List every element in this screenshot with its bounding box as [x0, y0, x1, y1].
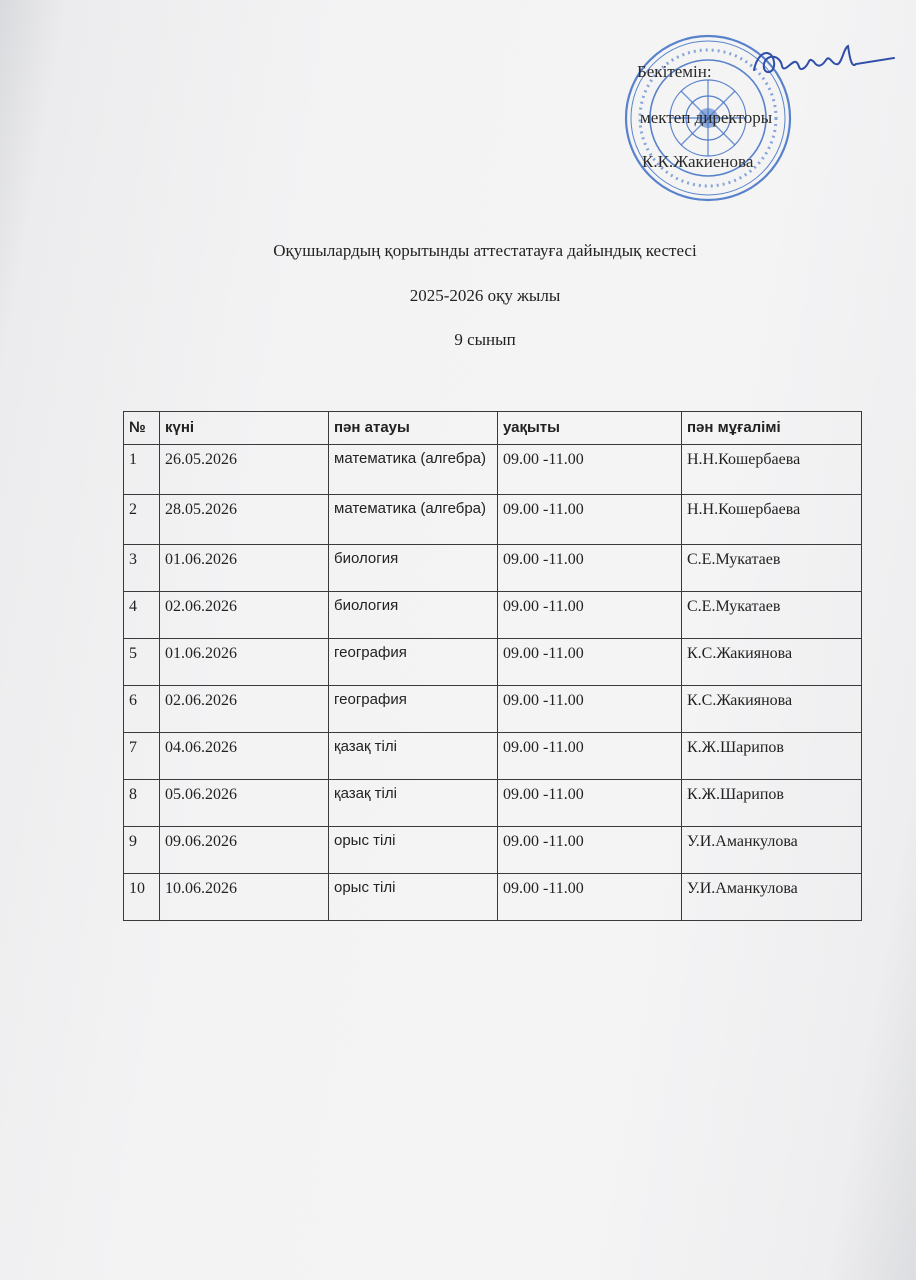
row-date: 10.06.2026 — [160, 874, 329, 921]
row-teacher: К.Ж.Шарипов — [682, 733, 862, 780]
row-date: 26.05.2026 — [160, 445, 329, 495]
row-number: 1 — [124, 445, 160, 495]
row-teacher: Н.Н.Кошербаева — [682, 445, 862, 495]
row-time: 09.00 -11.00 — [498, 639, 682, 686]
row-teacher: У.И.Аманкулова — [682, 874, 862, 921]
row-time: 09.00 -11.00 — [498, 874, 682, 921]
grade-label: 9 сынып — [454, 330, 516, 349]
approval-position: мектеп директоры — [640, 108, 773, 127]
row-number: 2 — [124, 495, 160, 545]
row-date: 02.06.2026 — [160, 592, 329, 639]
row-date: 01.06.2026 — [160, 545, 329, 592]
row-teacher: У.И.Аманкулова — [682, 827, 862, 874]
academic-year: 2025-2026 оқу жылы — [409, 286, 561, 305]
approval-name: К.К.Жакиенова — [642, 152, 754, 171]
row-time: 09.00 -11.00 — [498, 592, 682, 639]
row-number: 10 — [124, 874, 160, 921]
column-header-number: № — [124, 412, 160, 445]
row-time: 09.00 -11.00 — [498, 827, 682, 874]
row-date: 01.06.2026 — [160, 639, 329, 686]
table-row — [124, 874, 862, 921]
table-row — [124, 780, 862, 827]
row-subject: география — [329, 686, 498, 733]
row-teacher: К.С.Жакиянова — [682, 639, 862, 686]
page-title: Оқушылардың қорытынды аттестатауға дайындық кестесі — [273, 241, 697, 260]
table-row — [124, 639, 862, 686]
row-number: 5 — [124, 639, 160, 686]
row-date: 28.05.2026 — [160, 495, 329, 545]
row-subject: қазақ тілі — [329, 733, 498, 780]
table-row — [124, 445, 862, 495]
approval-label: Бекітемін: — [637, 62, 712, 81]
table-row — [124, 686, 862, 733]
row-date: 05.06.2026 — [160, 780, 329, 827]
row-date: 09.06.2026 — [160, 827, 329, 874]
column-header-subject: пән атауы — [329, 412, 498, 445]
row-number: 4 — [124, 592, 160, 639]
schedule-table — [123, 411, 862, 921]
row-subject: биология — [329, 592, 498, 639]
table-row — [124, 827, 862, 874]
table-row — [124, 545, 862, 592]
row-time: 09.00 -11.00 — [498, 545, 682, 592]
row-time: 09.00 -11.00 — [498, 780, 682, 827]
row-number: 6 — [124, 686, 160, 733]
column-header-date: күні — [160, 412, 329, 445]
row-time: 09.00 -11.00 — [498, 686, 682, 733]
row-teacher: К.С.Жакиянова — [682, 686, 862, 733]
row-number: 7 — [124, 733, 160, 780]
row-time: 09.00 -11.00 — [498, 733, 682, 780]
row-date: 04.06.2026 — [160, 733, 329, 780]
row-time: 09.00 -11.00 — [498, 445, 682, 495]
row-subject: қазақ тілі — [329, 780, 498, 827]
row-number: 8 — [124, 780, 160, 827]
row-subject: математика (алгебра) — [329, 445, 498, 495]
row-number: 3 — [124, 545, 160, 592]
column-header-teacher: пән мұғалімі — [682, 412, 862, 445]
row-subject: география — [329, 639, 498, 686]
row-subject: биология — [329, 545, 498, 592]
table-row — [124, 495, 862, 545]
row-teacher: С.Е.Мукатаев — [682, 545, 862, 592]
row-subject: математика (алгебра) — [329, 495, 498, 545]
row-teacher: С.Е.Мукатаев — [682, 592, 862, 639]
column-header-time: уақыты — [498, 412, 682, 445]
row-subject: орыс тілі — [329, 874, 498, 921]
director-signature — [748, 40, 898, 85]
row-time: 09.00 -11.00 — [498, 495, 682, 545]
table-row — [124, 592, 862, 639]
table-header-row — [124, 412, 862, 445]
row-subject: орыс тілі — [329, 827, 498, 874]
table-row — [124, 733, 862, 780]
row-number: 9 — [124, 827, 160, 874]
row-date: 02.06.2026 — [160, 686, 329, 733]
row-teacher: Н.Н.Кошербаева — [682, 495, 862, 545]
row-teacher: К.Ж.Шарипов — [682, 780, 862, 827]
